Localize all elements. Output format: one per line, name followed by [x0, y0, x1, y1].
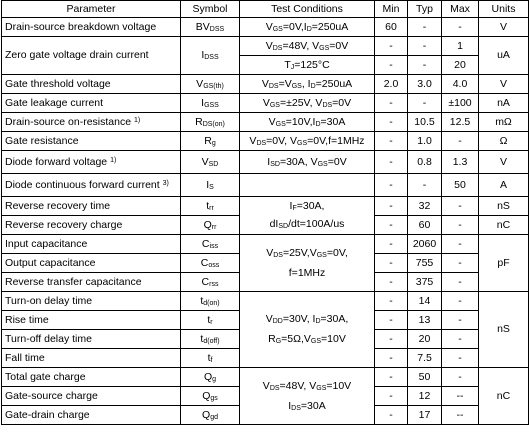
condition-text: , I [301, 77, 311, 90]
condition-subscript: D [315, 318, 321, 325]
parameter-text: Gate threshold voltage [5, 77, 111, 90]
symbol-subscript: GS(th) [203, 82, 224, 90]
symbol-text: I [206, 178, 210, 191]
test-condition [240, 235, 375, 292]
max-value: 1 [442, 37, 479, 56]
condition-text: =0V [332, 96, 352, 109]
symbol-cell [181, 368, 240, 387]
typ-value: 50 [408, 368, 442, 387]
symbol-cell [181, 18, 240, 37]
symbol-subscript: iss [209, 242, 219, 250]
header-units: Units [479, 1, 529, 18]
parameter-text: Gate-source charge [5, 389, 98, 402]
condition-line [243, 201, 371, 212]
units-value: nC [479, 368, 529, 425]
condition-line [243, 219, 371, 230]
symbol-text: C [201, 275, 210, 288]
condition-subscript: DS [272, 44, 283, 52]
table-row [2, 151, 529, 174]
typ-value: - [408, 94, 442, 113]
min-value: - [375, 151, 408, 174]
symbol-subscript: DSS [204, 54, 219, 61]
table-row [2, 292, 529, 311]
symbol-text: C [201, 237, 210, 250]
symbol-text: t [200, 332, 204, 345]
typ-value: 2060 [408, 235, 442, 254]
symbol-text: Q [202, 389, 211, 402]
max-value: 12.5 [442, 113, 479, 132]
min-value: - [375, 113, 408, 132]
condition-subscript: DD [272, 318, 283, 325]
symbol-cell [181, 387, 240, 406]
table-row [2, 18, 529, 37]
condition-subscript: DS [322, 101, 333, 109]
condition-text: =48V, V [282, 39, 320, 52]
symbol-cell [181, 216, 240, 235]
condition-line [243, 248, 371, 259]
parameter-cell [2, 330, 181, 349]
condition-text: V [265, 313, 273, 325]
parameter-text: Reverse transfer capacitance [5, 275, 142, 288]
typ-value: 7.5 [408, 349, 442, 368]
table-row [2, 113, 529, 132]
symbol-subscript: d(on) [203, 299, 220, 307]
units-value: V [479, 18, 529, 37]
symbol-text: Q [203, 370, 213, 383]
max-value: 50 [442, 174, 479, 197]
typ-value: 14 [408, 292, 442, 311]
parameter-cell [2, 197, 181, 216]
parameter-text: Total gate charge [5, 370, 86, 383]
symbol-cell [181, 197, 240, 216]
condition-subscript: GS [316, 384, 327, 392]
parameter-cell [2, 349, 181, 368]
typ-value: - [408, 174, 442, 197]
symbol-text: t [206, 199, 210, 212]
condition-text: I [288, 399, 292, 412]
symbol-cell [181, 132, 240, 151]
condition-text: R [268, 333, 276, 345]
typ-value: 32 [408, 197, 442, 216]
max-value: - [442, 292, 479, 311]
condition-subscript: D [315, 120, 321, 128]
condition-text: =25V,V [282, 246, 317, 259]
parameter-cell [2, 273, 181, 292]
min-value: 2.0 [375, 75, 408, 94]
parameter-cell [2, 292, 181, 311]
units-value: V [479, 75, 529, 94]
footnote-marker: 1) [110, 156, 117, 164]
test-condition [240, 18, 375, 37]
min-value: - [375, 216, 408, 235]
min-value: - [375, 387, 408, 406]
condition-subscript: D [306, 25, 312, 33]
symbol-subscript: DSS [209, 25, 225, 33]
symbol-subscript: S [209, 183, 214, 191]
condition-text: =10V [321, 333, 346, 345]
symbol-cell [181, 151, 240, 174]
symbol-subscript: DS(on) [202, 120, 225, 128]
condition-text: =10V,I [285, 115, 316, 128]
test-condition [240, 56, 375, 75]
parameter-cell [2, 151, 181, 174]
condition-text: =30A [300, 399, 326, 412]
table-row [2, 37, 529, 56]
symbol-subscript: g [211, 139, 216, 147]
parameter-text: Rise time [5, 313, 49, 326]
condition-subscript: GS [317, 160, 328, 168]
symbol-subscript: gs [210, 394, 218, 402]
symbol-subscript: rss [209, 280, 219, 288]
condition-subscript: SD [278, 223, 289, 230]
condition-text: V [268, 115, 276, 128]
parameter-cell [2, 311, 181, 330]
min-value: - [375, 132, 408, 151]
symbol-cell [181, 330, 240, 349]
min-value: - [375, 311, 408, 330]
typ-value: 375 [408, 273, 442, 292]
min-value: - [375, 349, 408, 368]
typ-value: 3.0 [408, 75, 442, 94]
condition-subscript: GS [272, 25, 283, 33]
max-value: 1.3 [442, 151, 479, 174]
condition-text: V [265, 20, 273, 33]
parameter-text: Reverse recovery time [5, 199, 111, 212]
parameter-cell [2, 406, 181, 425]
footnote-marker: 1) [133, 116, 141, 124]
test-condition [240, 75, 375, 94]
test-condition [240, 197, 375, 235]
condition-line [243, 268, 371, 279]
min-value: - [375, 273, 408, 292]
symbol-text: C [200, 256, 209, 269]
max-value: - [442, 18, 479, 37]
symbol-text: Q [203, 218, 212, 231]
min-value: - [375, 197, 408, 216]
table-row [2, 94, 529, 113]
min-value: 60 [375, 18, 408, 37]
test-condition [240, 37, 375, 56]
condition-text: T [284, 58, 291, 71]
symbol-cell [181, 174, 240, 197]
condition-text: =30A, V [279, 155, 318, 168]
symbol-subscript: g [212, 375, 217, 383]
condition-subscript: GS [275, 120, 286, 128]
condition-subscript: D [310, 82, 316, 90]
condition-text: =0V, [326, 246, 348, 259]
max-value: 20 [442, 56, 479, 75]
max-value: - [442, 235, 479, 254]
symbol-text: V [201, 155, 209, 168]
parameter-cell [2, 113, 181, 132]
condition-text: V [249, 134, 257, 147]
symbol-cell [181, 311, 240, 330]
parameter-text: Drain-source on-resistance [5, 115, 132, 128]
max-value: - [442, 197, 479, 216]
test-condition [240, 151, 375, 174]
parameter-cell [2, 368, 181, 387]
condition-text: =0V, V [266, 134, 298, 147]
header-parameter: Parameter [2, 1, 181, 18]
condition-subscript: DS [268, 82, 279, 90]
max-value: - [442, 368, 479, 387]
condition-line [243, 381, 371, 392]
symbol-subscript: f [210, 356, 213, 364]
parameter-text: Diode forward voltage [5, 155, 108, 168]
units-value: nS [479, 292, 529, 368]
footnote-marker: 3) [162, 179, 169, 187]
parameter-text: Turn-off delay time [5, 332, 92, 345]
parameter-text: Diode continuous forward current [5, 178, 160, 191]
header-test-conditions: Test Conditions [240, 1, 375, 18]
symbol-cell [181, 273, 240, 292]
max-value: -- [442, 406, 479, 425]
symbol-text: t [207, 313, 211, 326]
symbol-text: Q [202, 408, 211, 421]
condition-text: f=1MHz [288, 266, 326, 279]
condition-subscript: DS [269, 384, 280, 392]
symbol-subscript: SD [208, 160, 219, 168]
parameter-cell [2, 94, 181, 113]
min-value: - [375, 174, 408, 197]
symbol-text: I [201, 49, 205, 61]
parameter-cell [2, 18, 181, 37]
typ-value: - [408, 37, 442, 56]
condition-subscript: SD [270, 160, 280, 168]
condition-text: =250uA [315, 77, 353, 90]
symbol-cell [181, 113, 240, 132]
condition-text: =5Ω,V [281, 333, 311, 345]
parameter-cell [2, 387, 181, 406]
max-value: - [442, 132, 479, 151]
symbol-text: BV [195, 20, 210, 33]
typ-value: 10.5 [408, 113, 442, 132]
units-value: nS [479, 197, 529, 216]
max-value: - [442, 254, 479, 273]
symbol-cell [181, 292, 240, 311]
header-max: Max [442, 1, 479, 18]
condition-subscript: DS [291, 404, 301, 412]
condition-text: I [289, 200, 293, 212]
condition-text: V [262, 96, 270, 109]
condition-text: =30V, I [282, 313, 316, 325]
max-value: -- [442, 387, 479, 406]
condition-subscript: DS [273, 251, 283, 259]
header-symbol: Symbol [181, 1, 240, 18]
condition-text: =125°C [294, 58, 330, 71]
condition-text: =0V [327, 155, 347, 168]
condition-subscript: GS [291, 82, 302, 90]
test-condition [240, 94, 375, 113]
units-value: Ω [479, 132, 529, 151]
typ-value: 17 [408, 406, 442, 425]
condition-subscript: DS [256, 139, 267, 147]
symbol-cell [181, 94, 240, 113]
parameter-text: Gate resistance [5, 134, 79, 147]
electrical-characteristics-table [1, 0, 529, 425]
min-value: - [375, 94, 408, 113]
symbol-subscript: rr [211, 223, 217, 231]
parameter-text: Gate-drain charge [5, 408, 90, 421]
condition-subscript: GS [297, 139, 308, 147]
condition-text: =30A, [296, 200, 325, 212]
units-value: mΩ [479, 113, 529, 132]
symbol-cell [181, 406, 240, 425]
units-value: nA [479, 94, 529, 113]
condition-subscript: GS [316, 251, 327, 259]
symbol-text: t [200, 294, 204, 307]
condition-line [243, 314, 371, 325]
min-value: - [375, 330, 408, 349]
min-value: - [375, 292, 408, 311]
symbol-text: R [195, 115, 203, 128]
max-value: - [442, 216, 479, 235]
condition-line [243, 401, 371, 412]
max-value: 4.0 [442, 75, 479, 94]
symbol-subscript: oss [208, 261, 220, 269]
condition-line [243, 334, 371, 345]
symbol-subscript: d(off) [203, 337, 220, 345]
symbol-cell [181, 235, 240, 254]
table-row [2, 174, 529, 197]
symbol-cell [181, 75, 240, 94]
min-value: - [375, 368, 408, 387]
parameter-cell [2, 174, 181, 197]
symbol-cell [181, 349, 240, 368]
typ-value: 12 [408, 387, 442, 406]
typ-value: - [408, 18, 442, 37]
condition-text: V [266, 246, 274, 259]
condition-subscript: GS [310, 338, 322, 345]
condition-text: V [265, 39, 273, 52]
condition-text: =250uA [311, 20, 349, 33]
parameter-cell [2, 235, 181, 254]
parameter-text: Fall time [5, 351, 45, 364]
condition-text: /dt=100A/us [288, 218, 345, 230]
parameter-text: Reverse recovery charge [5, 218, 123, 231]
parameter-cell [2, 132, 181, 151]
units-value: V [479, 151, 529, 174]
symbol-text: t [207, 351, 211, 364]
min-value: - [375, 56, 408, 75]
typ-value: 60 [408, 216, 442, 235]
parameter-cell [2, 37, 181, 75]
condition-text: I [267, 155, 271, 168]
condition-text: V [262, 379, 270, 392]
header-row [2, 1, 529, 18]
table-row [2, 75, 529, 94]
parameter-text: Output capacitance [5, 256, 96, 269]
units-value: nC [479, 216, 529, 235]
condition-subscript: G [275, 338, 282, 345]
max-value: ±100 [442, 94, 479, 113]
condition-text: dI [269, 218, 279, 230]
condition-text: =30A [320, 115, 346, 128]
units-value: pF [479, 235, 529, 292]
condition-text: =V [278, 77, 292, 90]
max-value: - [442, 311, 479, 330]
condition-subscript: GS [319, 44, 330, 52]
min-value: - [375, 37, 408, 56]
condition-text: =±25V, V [279, 96, 323, 109]
max-value: - [442, 273, 479, 292]
typ-value: 0.8 [408, 151, 442, 174]
max-value: - [442, 330, 479, 349]
symbol-subscript: gd [210, 413, 218, 421]
min-value: - [375, 235, 408, 254]
condition-text: =48V, V [279, 379, 317, 392]
min-value: - [375, 406, 408, 425]
condition-text: =10V [326, 379, 352, 392]
symbol-text: V [196, 77, 204, 90]
condition-text: =0V,I [282, 20, 307, 33]
typ-value: 20 [408, 330, 442, 349]
header-typ: Typ [408, 1, 442, 18]
units-value: uA [479, 37, 529, 75]
test-condition [240, 292, 375, 368]
symbol-text: R [204, 134, 212, 147]
units-value: A [479, 174, 529, 197]
parameter-text: Turn-on delay time [5, 294, 93, 307]
test-condition [240, 113, 375, 132]
symbol-cell [181, 37, 240, 75]
parameter-text: Gate leakage current [5, 96, 104, 109]
symbol-cell [181, 254, 240, 273]
header-min: Min [375, 1, 408, 18]
symbol-text: I [201, 96, 205, 109]
test-condition [240, 368, 375, 425]
parameter-text: Drain-source breakdown voltage [5, 20, 157, 33]
min-value: - [375, 254, 408, 273]
condition-subscript: J [290, 63, 295, 71]
symbol-subscript: GSS [204, 101, 219, 109]
table-row [2, 132, 529, 151]
parameter-cell [2, 75, 181, 94]
condition-subscript: GS [269, 101, 280, 109]
test-condition [240, 174, 375, 197]
typ-value: 755 [408, 254, 442, 273]
typ-value: 1.0 [408, 132, 442, 151]
test-condition [240, 132, 375, 151]
typ-value: - [408, 56, 442, 75]
parameter-cell [2, 254, 181, 273]
parameter-text: Zero gate voltage drain current [5, 49, 149, 61]
condition-subscript: F [292, 205, 297, 212]
table-row [2, 368, 529, 387]
parameter-cell [2, 216, 181, 235]
symbol-subscript: rr [209, 204, 214, 212]
condition-text: V [261, 77, 269, 90]
condition-text: =30A, [320, 313, 349, 325]
typ-value: 13 [408, 311, 442, 330]
parameter-text: Input capacitance [5, 237, 88, 250]
condition-text: =0V,f=1MHz [307, 134, 365, 147]
condition-text: =0V [329, 39, 349, 52]
symbol-subscript: r [210, 318, 213, 326]
table-row [2, 197, 529, 216]
table-row [2, 235, 529, 254]
max-value: - [442, 349, 479, 368]
